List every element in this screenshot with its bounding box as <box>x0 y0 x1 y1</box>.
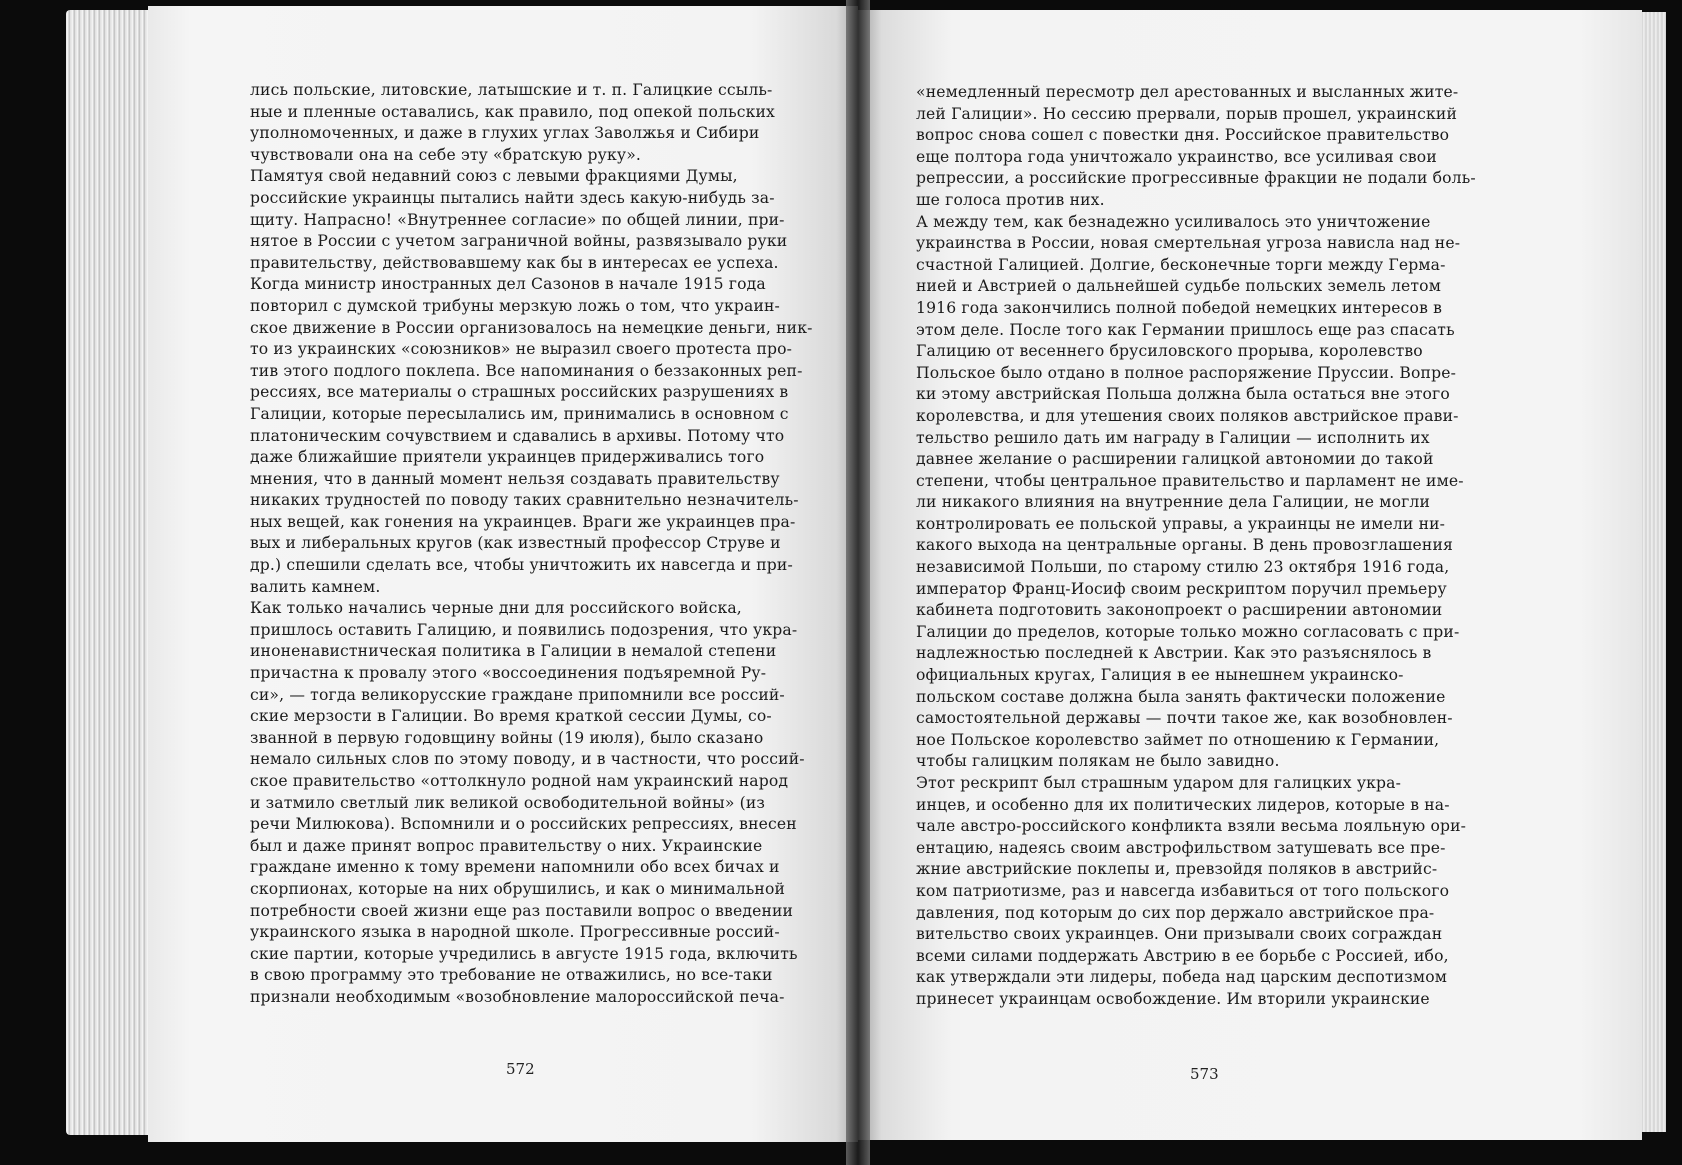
left-paragraph-1: лись польские, литовские, латышские и т. п. Галицкие ссыль- ные и пленные оставались, как правило, под опекой польских уполномоченных, и даже в глухих углах Заволжья и Сибири чувствовали она на себе эту «братскую руку». <box>250 81 775 164</box>
left-page <box>148 6 858 1142</box>
left-page-number: 572 <box>506 1060 535 1078</box>
left-page-edges <box>66 10 152 1135</box>
left-paragraph-2: Памятуя свой недавний союз с левыми фракциями Думы, российские украинцы пытались найти здесь какую-нибудь за- щиту. Напрасно! «Внутреннее согласие» по общей линии, при- нятое в России с учетом заграничной войны, развязывало руки правительству, действовавшему как бы в интересах ее успеха. Когда министр иностранных дел Сазонов в начале 1915 года повторил с думской трибуны мерзкую ложь о том, что украин- ское движение в России организовалось на немецкие деньги, ник- то из украинских «союзников» не выразил своего протеста про- тив этого подлого поклепа. Все напоминания о беззаконных реп- рессиях, все материалы о страшных российских разрушениях в Галиции, которые пересылались им, принимались в основном с платоническим сочувствием и сдавались в архивы. Потому что даже ближайшие приятели украинцев придерживались того мнения, что в данный момент нельзя создавать правительству никаких трудностей по поводу таких сравнительно незначитель- ных вещей, как гонения на украинцев. Враги же украинцев пра- вых и либеральных кругов (как известный профессор Струве и др.) спешили сделать все, чтобы уничтожить их навсегда и при- валить камнем. <box>250 167 813 596</box>
right-paragraph-1: «немедленный пересмотр дел арестованных и высланных жите- лей Галиции». Но сессию прервали, порыв прошел, украинский вопрос снова сошел с повестки дня. Российское правительство еще полтора года уничтожало украинство, все усиливая свои репрессии, а российские прогрессивные фракции не подали боль- ше голоса против них. <box>916 83 1476 209</box>
book-spine-shadow <box>846 0 870 1165</box>
left-paragraph-3: Как только начались черные дни для российского войска, пришлось оставить Галицию, и появились подозрения, что укра- иноненавистническая политика в Галиции в немалой степени причастна к провалу этого «воссоединения подъяремной Ру- си», — тогда великорусские граждане припомнили все россий- ские мерзости в Галиции. Во время краткой сессии Думы, со- званной в первую годовщину войны (19 июля), было сказано немало сильных слов по этому поводу, и в частности, что россий- ское правительство «оттолкнуло родной нам украинский народ и затмило светлый лик великой освободительной войны» (из речи Милюкова). Вспомнили и о российских репрессиях, внесен был и даже принят вопрос правительству о них. Украинские граждане именно к тому времени напомнили обо всех бичах и скорпионах, которые на них обрушились, и как о минимальной потребности своей жизни еще раз поставили вопрос о введении украинского языка в народной школе. Прогрессивные россий- ские партии, которые учредились в августе 1915 года, включить в свою программу это требование не отважились, но все-таки признали необходимым «возобновление малороссийской печа- <box>250 599 805 1006</box>
right-paragraph-2: А между тем, как безнадежно усиливалось это уничтожение украинства в России, новая смертельная угроза нависла над не- счастной Галицией. Долгие, бесконечные торги между Герма- нией и Австрией о дальнейшей судьбе польских земель летом 1916 года закончились полной победой немецких интересов в этом деле. После того как Германии пришлось еще раз спасать Галицию от весеннего брусиловского прорыва, королевство Польское было отдано в полное распоряжение Пруссии. Вопре- ки этому австрийская Польша должна была остаться вне этого королевства, и для утешения своих поляков австрийское прави- тельство решило дать им награду в Галиции — исполнить их давнее желание о расширении галицкой автономии до такой степени, чтобы центральное правительство и парламент не име- ли никакого влияния на внутренние дела Галиции, не могли контролировать ее польской управы, а украинцы не имели ни- какого выхода на центральные органы. В день провозглашения независимой Польши, по старому стилю 23 октября 1916 года, император Франц-Иосиф своим рескриптом поручил премьеру кабинета подготовить законопроект о расширении автономии Галиции до пределов, которые только можно согласовать с при- надлежностью последней к Австрии. Как это разъяснялось в официальных кругах, Галиция в ее нынешнем украинско- польском составе должна была занять фактически положение самостоятельной державы — почти такое же, как возобновлен- ное Польское королевство займет по отношению к Германии, чтобы галицким полякам не было завидно. <box>916 212 1464 771</box>
right-paragraph-3: Этот рескрипт был страшным ударом для галицких укра- инцев, и особенно для их политических лидеров, которые в на- чале австро-российского конфликта взяли весьма лояльную ори- ентацию, надеясь своим австрофильством затушевать все пре- жние австрийские поклепы и, превзойдя поляков в австрийс- ком патриотизме, раз и навсегда избавиться от того польского давления, под которым до сих пор держало австрийское пра- вительство своих украинцев. Они призывали своих сограждан всеми силами поддержать Австрию в ее борьбе с Россией, ибо, как утверждали эти лидеры, победа над царским деспотизмом принесет украинцам освобождение. Им вторили украинские <box>916 774 1467 1008</box>
left-page-text <box>250 80 830 1009</box>
right-page <box>858 10 1642 1140</box>
right-page-text <box>916 82 1532 1011</box>
right-page-number: 573 <box>1190 1065 1219 1083</box>
right-page-edges <box>1640 12 1666 1132</box>
